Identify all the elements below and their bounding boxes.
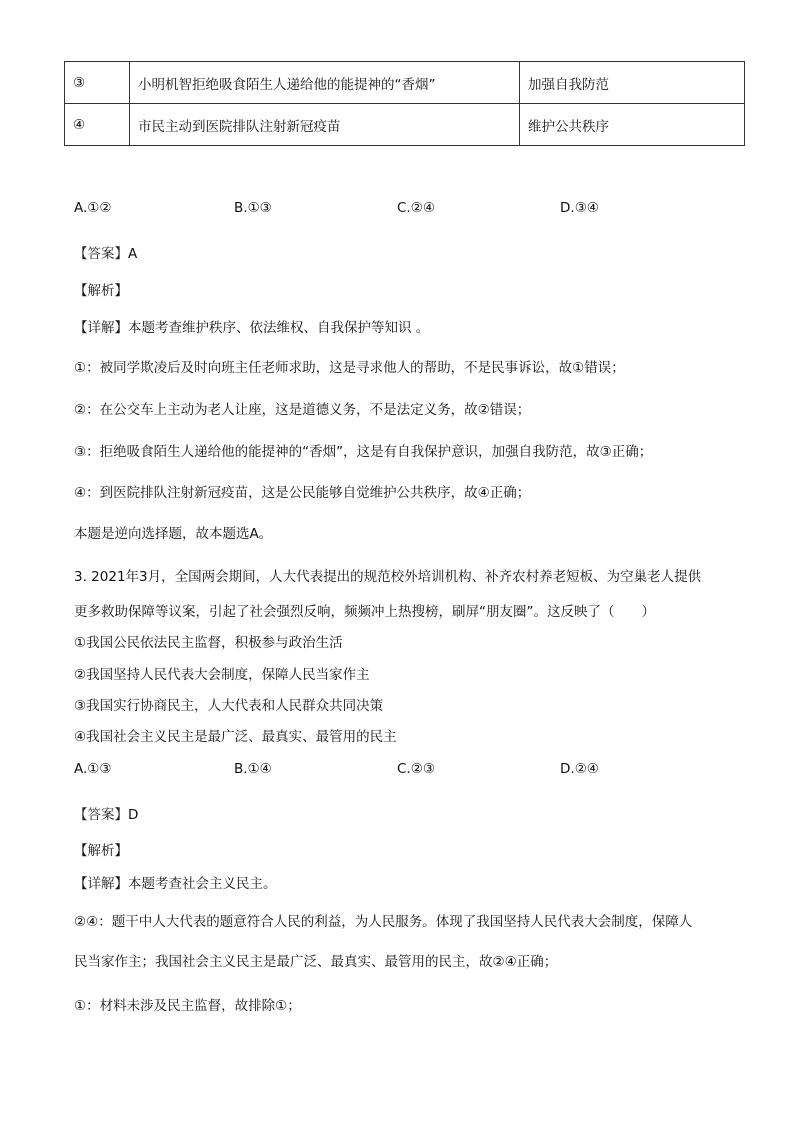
choice-label: C.: [397, 200, 411, 216]
choice-c: [397, 200, 435, 216]
choice-a: [74, 761, 112, 777]
choice-value: ①③: [247, 200, 272, 216]
choice-label: C.: [397, 761, 411, 777]
q3-statement-4: ④我国社会主义民主是最广泛、最真实、最管用的民主: [74, 729, 397, 745]
q2-line-5: 本题是逆向选择题，故本题选A。: [74, 526, 273, 542]
choice-value: ②④: [574, 761, 599, 777]
q2-line-1: ①：被同学欺凌后及时向班主任老师求助，这是寻求他人的帮助，不是民事诉讼，故①错误；: [74, 360, 625, 376]
answer-value: A: [128, 246, 138, 262]
choice-label: B.: [234, 200, 248, 216]
q3-answer: [74, 803, 138, 823]
answer-value: D: [128, 807, 139, 823]
q2-choices: [74, 200, 714, 220]
q2-line-2: ②：在公交车上主动为老人让座，这是道德义务，不是法定义务，故②错误；: [74, 402, 531, 418]
table-row: [65, 104, 745, 146]
q3-statement-3: ③我国实行协商民主，人大代表和人民群众共同决策: [74, 698, 384, 714]
choice-label: B.: [234, 761, 248, 777]
answer-tag: 【答案】: [74, 807, 128, 823]
q3-detail: 【详解】本题考查社会主义民主。: [74, 876, 277, 892]
row-number: ③: [65, 62, 130, 104]
choice-c: [397, 761, 435, 777]
choice-label: D.: [560, 200, 575, 216]
row-number: ④: [65, 104, 130, 146]
q3-stem-line-2: 更多救助保障等议案，引起了社会强烈反响，频频冲上热搜榜，刷屏“朋友圈”。这反映了（ ）: [74, 604, 655, 620]
choice-label: D.: [560, 761, 575, 777]
options-table: [64, 61, 745, 146]
choice-label: A.: [74, 200, 88, 216]
row-case: 市民主动到医院排队注射新冠疫苗: [130, 104, 520, 146]
q3-line-2: 民当家作主；我国社会主义民主是最广泛、最真实、最管用的民主，故②④正确；: [74, 954, 558, 970]
row-meaning: 加强自我防范: [520, 62, 745, 104]
choice-b: [234, 761, 272, 777]
choice-value: ②③: [410, 761, 435, 777]
q2-answer: [74, 242, 137, 262]
choice-b: [234, 200, 272, 216]
choice-value: ①③: [87, 761, 112, 777]
choice-value: ①②: [87, 200, 112, 216]
q3-line-1: ②④：题干中人大代表的题意符合人民的利益，为人民服务。体现了我国坚持人民代表大会制度，保障人: [74, 914, 693, 930]
choice-value: ①④: [247, 761, 272, 777]
choice-label: A.: [74, 761, 88, 777]
q2-line-3: ③：拒绝吸食陌生人递给他的能提神的“香烟”，这是有自我保护意识，加强自我防范，故③正确；: [74, 444, 653, 460]
choice-value: ③④: [574, 200, 599, 216]
q2-line-4: ④：到医院排队注射新冠疫苗，这是公民能够自觉维护公共秩序，故④正确；: [74, 485, 531, 501]
q2-detail: 【详解】本题考查维护秩序、依法维权、自我保护等知识 。: [74, 320, 430, 336]
q3-analysis-tag: 【解析】: [74, 843, 128, 859]
choice-d: [560, 200, 599, 216]
choice-d: [560, 761, 599, 777]
q3-statement-1: ①我国公民依法民主监督，积极参与政治生活: [74, 635, 343, 651]
q3-stem-line-1: 3. 2021年3月，全国两会期间，人大代表提出的规范校外培训机构、补齐农村养老短板、为空巢老人提供: [74, 569, 702, 585]
q3-line-3: ①：材料未涉及民主监督，故排除①；: [74, 998, 301, 1014]
answer-tag: 【答案】: [74, 246, 128, 262]
row-case: 小明机智拒绝吸食陌生人递给他的能提神的“香烟”: [130, 62, 520, 104]
choice-value: ②④: [410, 200, 435, 216]
q3-statement-2: ②我国坚持人民代表大会制度，保障人民当家作主: [74, 667, 370, 683]
choice-a: [74, 200, 112, 216]
row-meaning: 维护公共秩序: [520, 104, 745, 146]
q2-analysis-tag: 【解析】: [74, 283, 128, 299]
q3-choices: [74, 761, 714, 781]
table-row: [65, 62, 745, 104]
